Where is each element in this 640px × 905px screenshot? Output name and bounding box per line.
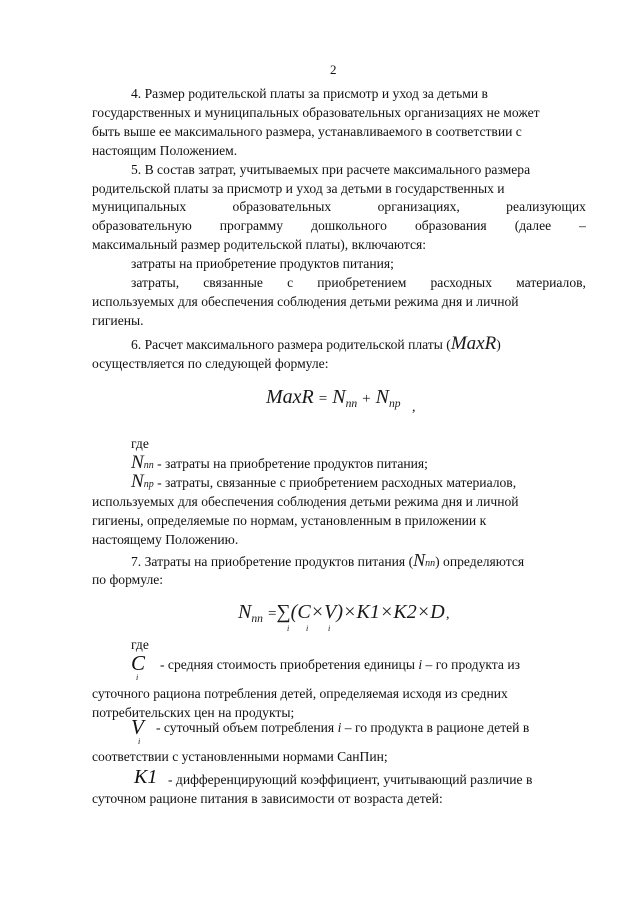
p4-line-1: 4. Размер родительской платы за присмотр и уход за детьми в bbox=[131, 86, 488, 101]
c-subscript: i bbox=[136, 673, 139, 682]
p5-line-1: 5. В состав затрат, учитываемых при расчете максимального размера bbox=[131, 162, 531, 177]
word: расходных bbox=[430, 275, 492, 290]
p7-text: 7. Затраты на приобретение продуктов питания ( bbox=[131, 554, 414, 569]
v-symbol: V bbox=[131, 715, 144, 739]
def-v-line-2: соответствии с установленными нормами СанПин; bbox=[92, 749, 388, 764]
p4-line-4: настоящим Положением. bbox=[92, 143, 238, 158]
word: (далее bbox=[514, 218, 552, 233]
index-i: i bbox=[328, 624, 331, 633]
def-npr-line-3: гигиены, определяемые по нормам, установленным в приложении к bbox=[92, 513, 487, 528]
word: затраты, bbox=[131, 275, 180, 290]
plus-sign: + bbox=[362, 391, 371, 407]
def-npit-text: - затраты на приобретение продуктов питания; bbox=[157, 456, 428, 471]
formula-npit bbox=[238, 601, 445, 625]
where-label-1: где bbox=[131, 436, 149, 451]
n-symbol: N bbox=[332, 386, 346, 408]
p4-line-2: государственных и муниципальных образовательных организациях не может bbox=[92, 105, 540, 120]
word: дошкольного bbox=[311, 218, 387, 233]
def-npr-line-2: используемых для обеспечения соблюдения детьми режима дня и личной bbox=[92, 494, 519, 509]
index-i: i bbox=[287, 624, 290, 633]
word: приобретением bbox=[317, 275, 407, 290]
p5-item-b-line-2: используемых для обеспечения соблюдения детьми режима дня и личной bbox=[92, 294, 519, 309]
word: связанные bbox=[203, 275, 263, 290]
npit-symbol: N bbox=[131, 452, 144, 473]
word: материалов, bbox=[516, 275, 586, 290]
def-c-text: - средняя стоимость приобретения единицы bbox=[160, 657, 415, 672]
p7-line-2: по формуле: bbox=[92, 572, 164, 587]
formula-maxr bbox=[266, 386, 401, 410]
p7-line-1 bbox=[131, 552, 586, 572]
k1-symbol: K1 bbox=[134, 766, 158, 788]
p5-line-2: родительской платы за присмотр и уход за детьми в государственных и bbox=[92, 181, 505, 196]
p5-item-b-line-1 bbox=[131, 275, 586, 291]
npr-symbol: N bbox=[131, 471, 144, 492]
equals-sign: = bbox=[318, 391, 328, 407]
def-v-text-end: – го продукта в рационе детей в bbox=[344, 720, 530, 735]
word: образовательную bbox=[92, 218, 192, 233]
word: программу bbox=[219, 218, 284, 233]
formula-comma: , bbox=[412, 400, 416, 415]
n-subscript: пп bbox=[345, 397, 358, 411]
where-label-2: где bbox=[131, 637, 149, 652]
p6-text: 6. Расчет максимального размера родительской платы ( bbox=[131, 337, 451, 352]
index-i: i bbox=[418, 657, 423, 672]
p5-line-5: максимальный размер родительской платы), включаются: bbox=[92, 237, 427, 252]
n-subscript: пп bbox=[251, 612, 263, 626]
word: – bbox=[579, 218, 586, 233]
formula-comma: , bbox=[446, 607, 450, 622]
index-i: i bbox=[337, 720, 342, 735]
index-i: i bbox=[306, 624, 309, 633]
word: организациях, bbox=[377, 199, 460, 214]
word: реализующих bbox=[506, 199, 586, 214]
n-symbol: N bbox=[238, 601, 252, 623]
def-npr-line-1 bbox=[131, 471, 586, 493]
formula-body: (C×V)×K1×K2×D bbox=[290, 601, 445, 623]
p6-line-2: осуществляется по следующей формуле: bbox=[92, 356, 329, 371]
maxr-symbol: MaxR bbox=[450, 333, 497, 354]
def-k1-line-2: суточном рационе питания в зависимости от возраста детей: bbox=[92, 791, 443, 806]
sum-sign: ∑ bbox=[276, 601, 291, 623]
formula-lhs: MaxR bbox=[266, 386, 314, 408]
n-symbol: N bbox=[375, 386, 389, 408]
def-k1-line-1: - дифференцирующий коэффициент, учитывающий различие в bbox=[168, 772, 533, 787]
p6-text-end: ) bbox=[496, 337, 501, 352]
npit-subscript: пп bbox=[143, 460, 154, 471]
equals-sign: = bbox=[267, 606, 277, 622]
v-subscript: i bbox=[138, 737, 141, 746]
p6-line-1 bbox=[131, 333, 586, 354]
def-c-line-2: суточного рациона потребления детей, определяемая исходя из средних bbox=[92, 686, 508, 701]
p5-line-3 bbox=[92, 199, 586, 215]
npr-subscript: пр bbox=[143, 479, 154, 490]
p5-item-a: затраты на приобретение продуктов питания; bbox=[131, 256, 394, 271]
def-npit-line bbox=[131, 452, 586, 474]
def-c-line-1 bbox=[160, 657, 586, 673]
word: муниципальных bbox=[92, 199, 187, 214]
p4-line-3: быть выше ее максимального размера, устанавливаемого в соответствии с bbox=[92, 124, 522, 139]
def-v-line-1 bbox=[156, 720, 586, 736]
word: образования bbox=[414, 218, 487, 233]
def-npr-text: - затраты, связанные с приобретением расходных материалов, bbox=[157, 475, 517, 490]
p5-line-4 bbox=[92, 218, 586, 234]
word: с bbox=[287, 275, 294, 290]
page-number: 2 bbox=[330, 62, 337, 77]
npit-subscript: пп bbox=[425, 558, 436, 569]
p7-text-end: ) определяются bbox=[435, 554, 525, 569]
c-symbol: C bbox=[131, 651, 146, 675]
def-v-text: - суточный объем потребления bbox=[156, 720, 335, 735]
def-c-line-3: потребительских цен на продукты; bbox=[92, 705, 295, 720]
def-npr-line-4: настоящему Положению. bbox=[92, 532, 239, 547]
n-subscript: пр bbox=[388, 397, 401, 411]
p5-item-b-line-3: гигиены. bbox=[92, 313, 144, 328]
def-c-text-end: – го продукта из bbox=[425, 657, 520, 672]
npit-symbol: N bbox=[413, 550, 426, 570]
word: образовательных bbox=[232, 199, 332, 214]
